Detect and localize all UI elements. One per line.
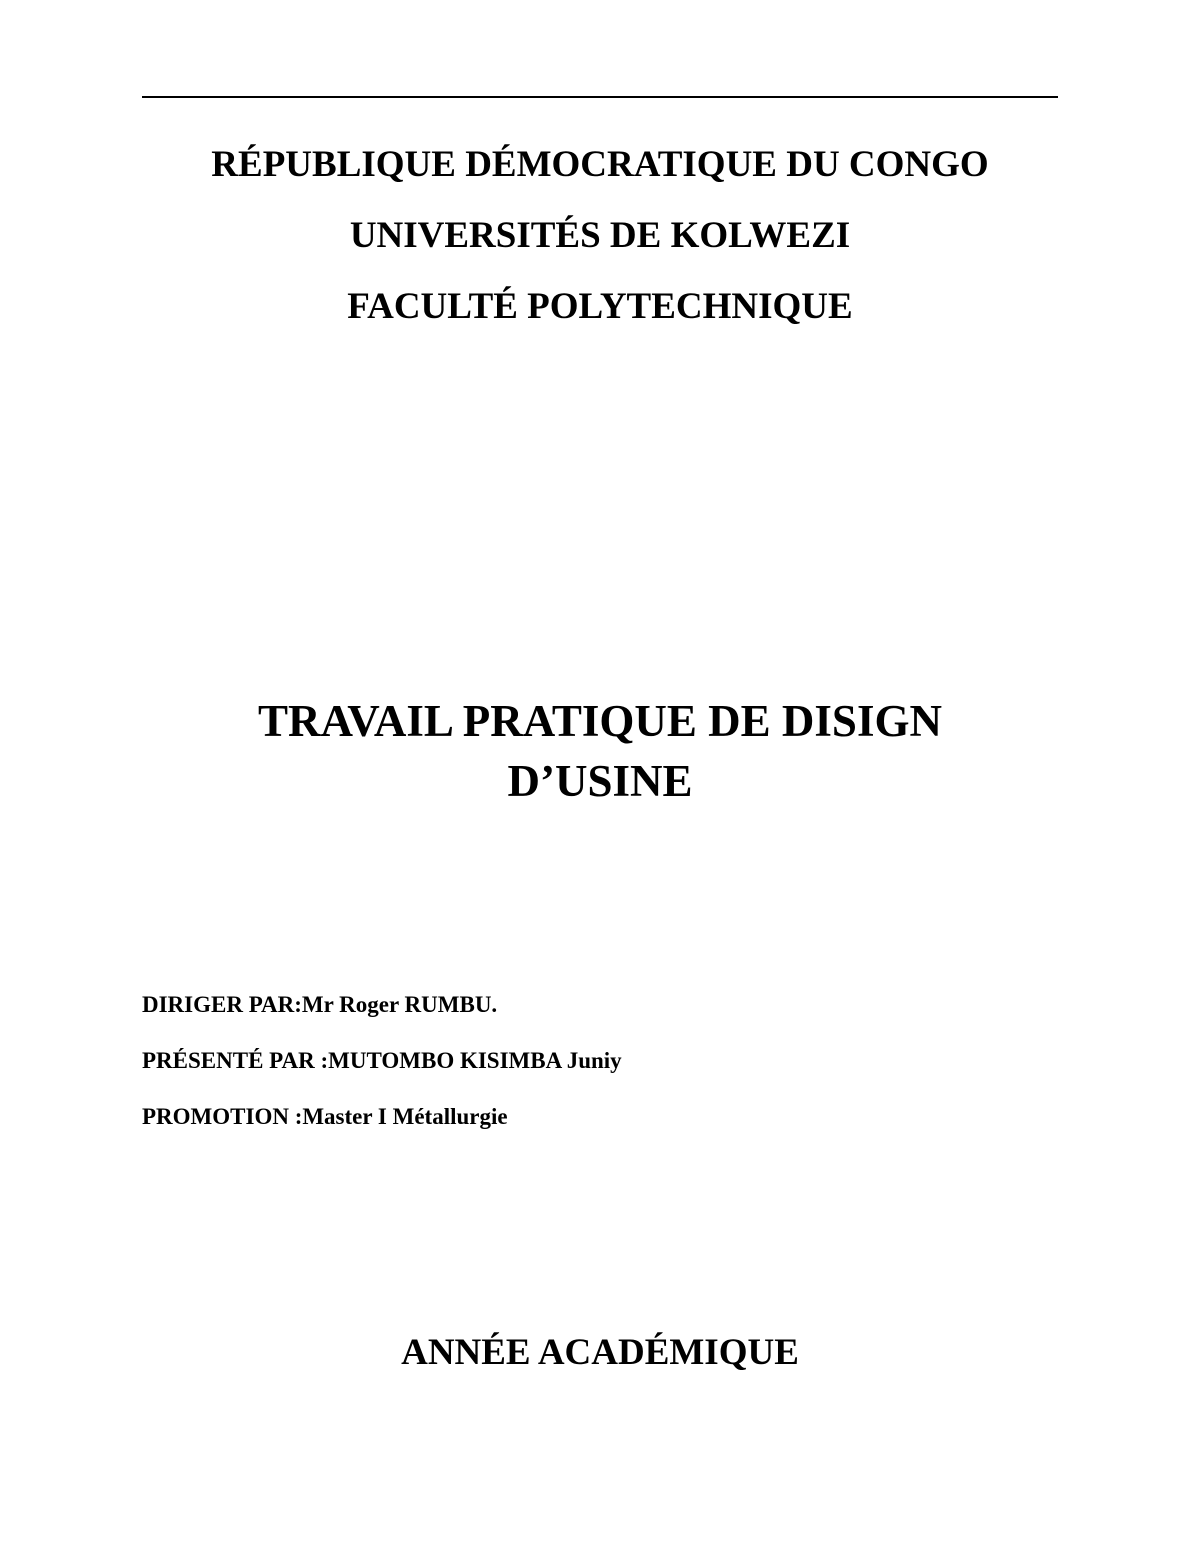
- presented-by-line: PRÉSENTÉ PAR :MUTOMBO KISIMBA Juniy: [142, 1048, 622, 1073]
- country-heading: RÉPUBLIQUE DÉMOCRATIQUE DU CONGO: [211, 144, 989, 185]
- university-heading: UNIVERSITÉS DE KOLWEZI: [349, 215, 851, 256]
- document-title: [0, 691, 1200, 811]
- academic-year-heading: ANNÉE ACADÉMIQUE: [401, 1332, 799, 1373]
- faculty-heading: FACULTÉ POLYTECHNIQUE: [347, 286, 853, 327]
- document-title-line-1: TRAVAIL PRATIQUE DE DISIGN: [258, 696, 942, 746]
- directed-by-line: DIRIGER PAR:Mr Roger RUMBU.: [142, 992, 498, 1017]
- document-title-line-2: D’USINE: [507, 756, 693, 806]
- promotion-line: PROMOTION :Master I Métallurgie: [142, 1104, 508, 1129]
- top-rule: [142, 96, 1058, 98]
